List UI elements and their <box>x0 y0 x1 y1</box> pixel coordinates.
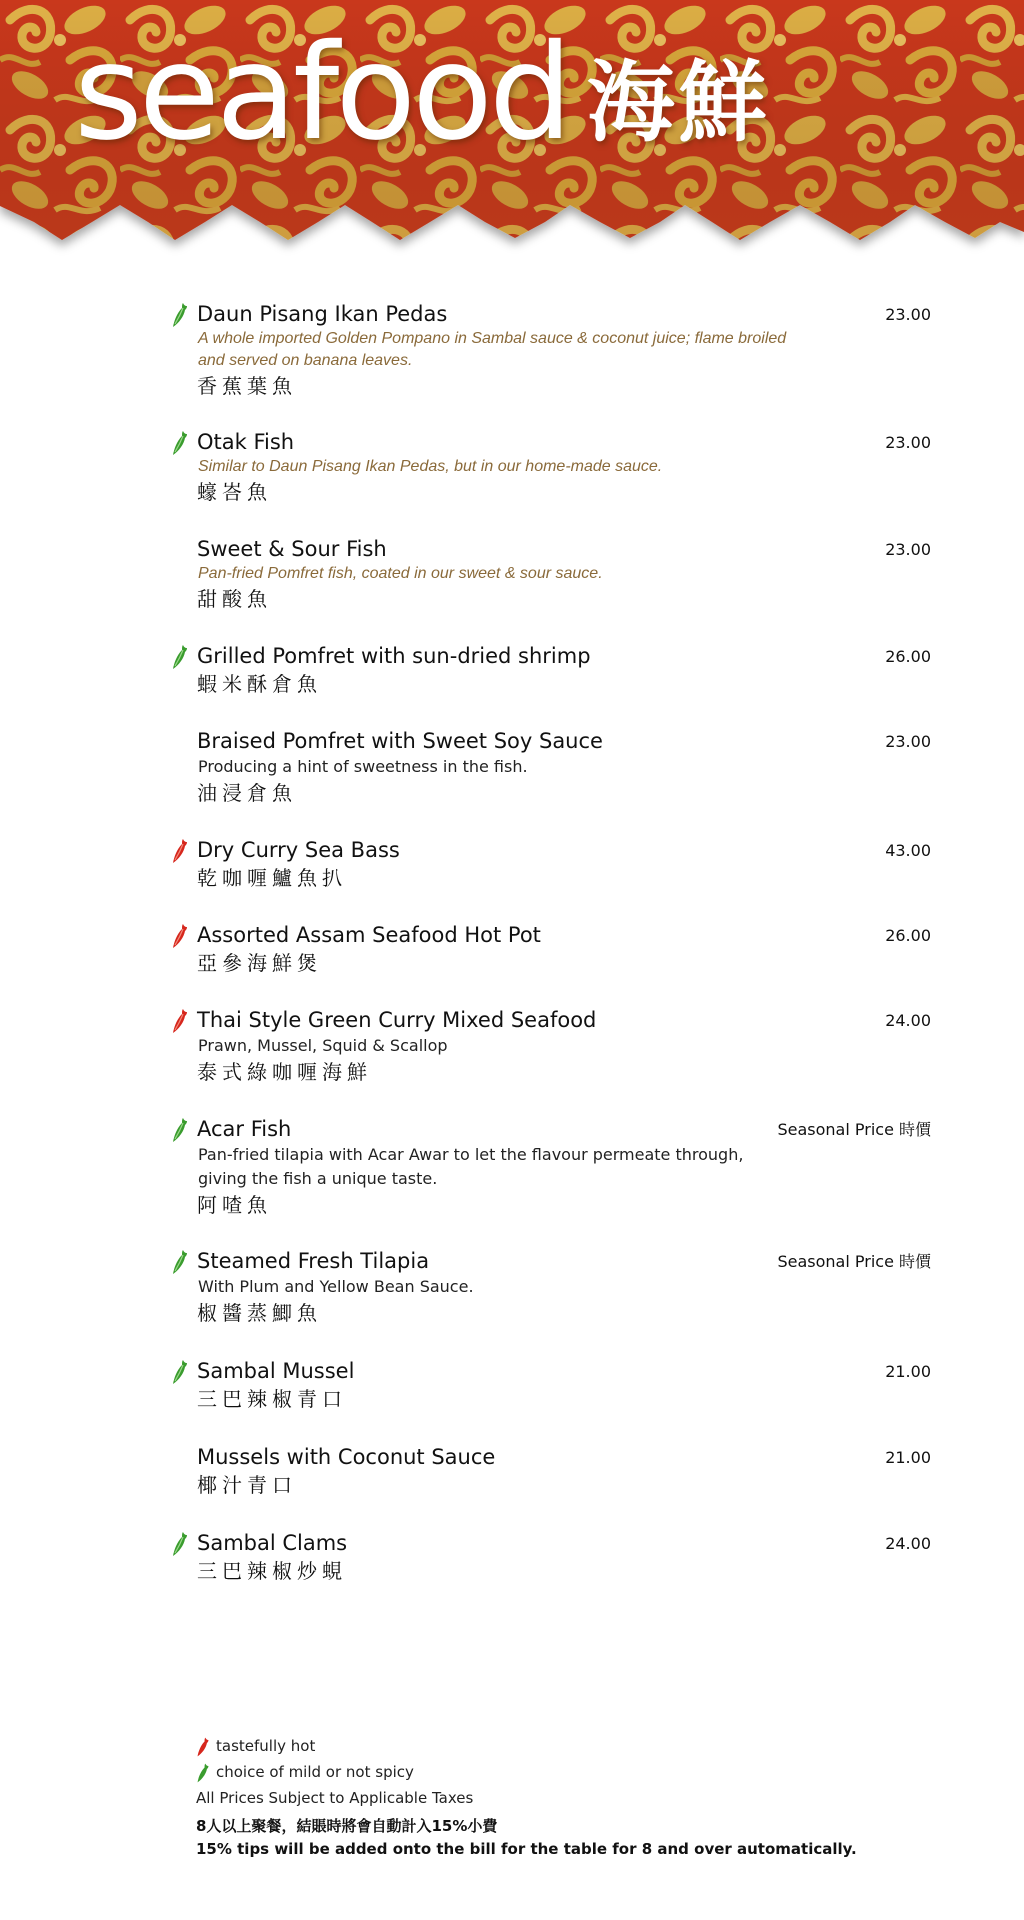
item-description: A whole imported Golden Pompano in Sambal sauce & coconut juice; flame broiled and served on banana leaves. <box>198 330 787 369</box>
item-description: With Plum and Yellow Bean Sauce. <box>198 1277 474 1296</box>
item-price: 23.00 <box>885 305 931 324</box>
item-price: 23.00 <box>885 540 931 559</box>
item-name: Otak Fish <box>197 430 295 454</box>
item-name-chinese: 椒醬蒸鯽魚 <box>197 1301 322 1325</box>
item-name-chinese: 油浸倉魚 <box>197 781 297 805</box>
taxes-note: All Prices Subject to Applicable Taxes <box>196 1789 474 1807</box>
page-title <box>74 18 771 168</box>
green-chili-icon <box>171 1359 189 1385</box>
item-description: Producing a hint of sweetness in the fish. <box>198 757 528 776</box>
green-chili-icon <box>171 644 189 670</box>
item-name-chinese: 阿喳魚 <box>197 1193 272 1217</box>
item-name: Mussels with Coconut Sauce <box>197 1445 496 1469</box>
legend-mild-label: choice of mild or not spicy <box>216 1763 414 1781</box>
item-price: 23.00 <box>885 433 931 452</box>
green-chili-icon <box>171 430 189 456</box>
legend-hot-label: tastefully hot <box>216 1737 316 1755</box>
item-name-chinese: 亞參海鮮煲 <box>197 951 322 975</box>
service-charge-note-chinese: 8人以上聚餐，結賬時將會自動計入15%小費 <box>196 1817 498 1835</box>
item-price: Seasonal Price 時價 <box>777 1252 931 1271</box>
item-name-chinese: 椰汁青口 <box>197 1473 297 1497</box>
service-charge-note-english: 15% tips will be added onto the bill for the table for 8 and over automatically. <box>196 1840 857 1858</box>
item-name: Grilled Pomfret with sun-dried shrimp <box>197 644 591 668</box>
item-name-chinese: 三巴辣椒青口 <box>197 1387 347 1411</box>
item-name-chinese: 三巴辣椒炒蜆 <box>197 1559 347 1583</box>
red-chili-icon <box>171 1008 189 1034</box>
item-name: Braised Pomfret with Sweet Soy Sauce <box>197 729 603 753</box>
green-chili-icon <box>171 1249 189 1275</box>
page-title-english: seafood <box>74 16 569 170</box>
item-description: Prawn, Mussel, Squid & Scallop <box>198 1036 448 1055</box>
item-description: Pan-fried tilapia with Acar Awar to let the flavour permeate through, giving the fish a unique taste. <box>198 1145 744 1188</box>
green-chili-icon <box>171 1531 189 1557</box>
item-name-chinese: 蝦米酥倉魚 <box>197 672 322 696</box>
item-price: 21.00 <box>885 1362 931 1381</box>
item-price: Seasonal Price 時價 <box>777 1120 931 1139</box>
item-price: 26.00 <box>885 926 931 945</box>
item-name: Sweet & Sour Fish <box>197 537 387 561</box>
legend-mild <box>196 1760 414 1784</box>
item-name: Daun Pisang Ikan Pedas <box>197 302 448 326</box>
item-name-chinese: 蠔峇魚 <box>197 480 272 504</box>
legend-hot <box>196 1734 315 1758</box>
item-price: 24.00 <box>885 1534 931 1553</box>
item-name: Steamed Fresh Tilapia <box>197 1249 430 1273</box>
item-name: Sambal Clams <box>197 1531 348 1555</box>
red-chili-icon <box>171 923 189 949</box>
item-price: 24.00 <box>885 1011 931 1030</box>
item-price: 26.00 <box>885 647 931 666</box>
item-price: 43.00 <box>885 841 931 860</box>
red-chili-icon <box>196 1736 210 1758</box>
item-price: 23.00 <box>885 732 931 751</box>
item-name-chinese: 乾咖喱鱸魚扒 <box>197 866 347 890</box>
item-description: Pan-fried Pomfret fish, coated in our sweet & sour sauce. <box>198 565 603 582</box>
item-name-chinese: 泰式綠咖喱海鮮 <box>197 1060 372 1084</box>
item-price: 21.00 <box>885 1448 931 1467</box>
page-title-chinese: 海鮮 <box>586 51 771 154</box>
item-description: Similar to Daun Pisang Ikan Pedas, but in our home-made sauce. <box>198 458 663 475</box>
item-name: Dry Curry Sea Bass <box>197 838 400 862</box>
green-chili-icon <box>196 1762 210 1784</box>
green-chili-icon <box>171 302 189 328</box>
item-name: Acar Fish <box>197 1117 292 1141</box>
green-chili-icon <box>171 1117 189 1143</box>
item-name-chinese: 香蕉葉魚 <box>197 374 297 398</box>
item-name: Sambal Mussel <box>197 1359 355 1383</box>
header-banner <box>0 0 1024 260</box>
item-name: Thai Style Green Curry Mixed Seafood <box>197 1008 597 1032</box>
red-chili-icon <box>171 838 189 864</box>
item-name-chinese: 甜酸魚 <box>197 587 272 611</box>
item-name: Assorted Assam Seafood Hot Pot <box>197 923 541 947</box>
